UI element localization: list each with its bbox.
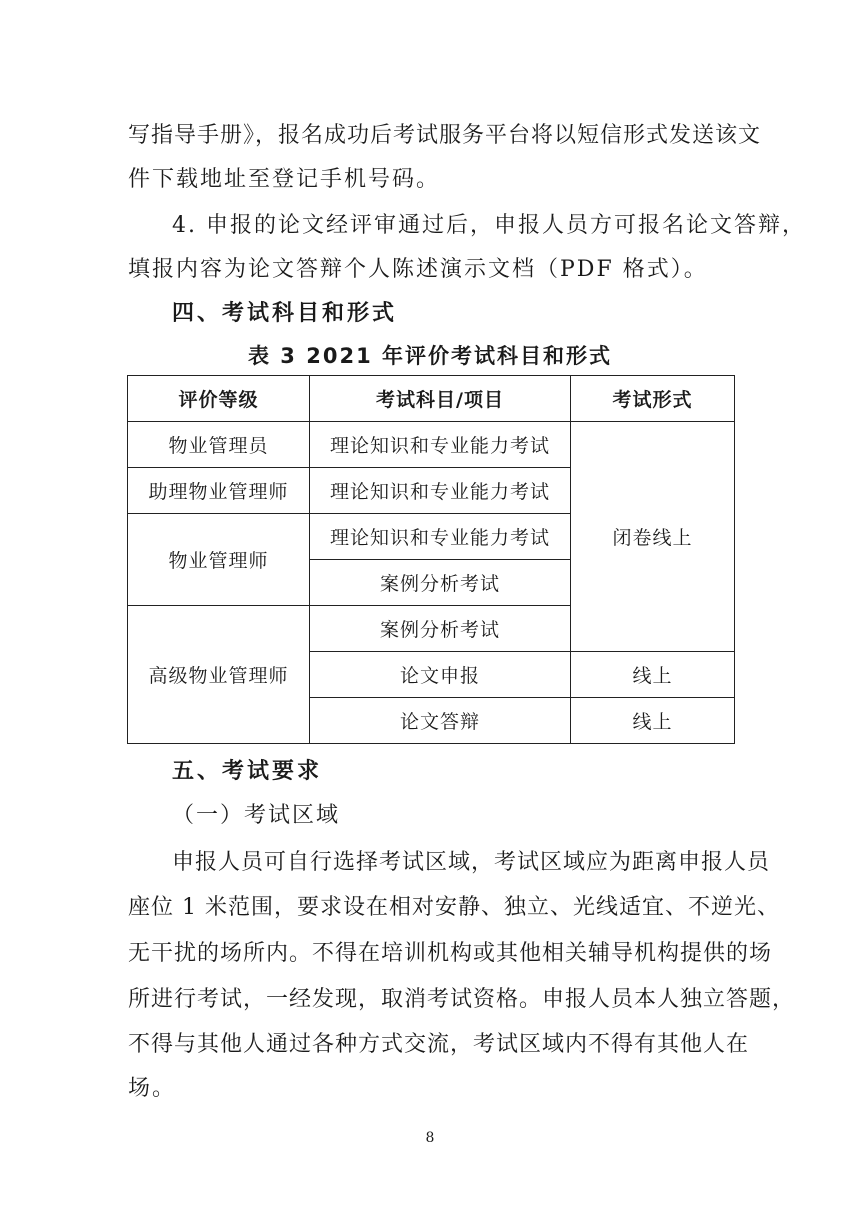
header-cell: 考试科目/项目 [310,376,571,422]
paragraph-line: 写指导手册》，报名成功后考试服务平台将以短信形式发送该文 [128,123,762,148]
subject-cell: 案例分析考试 [310,560,571,606]
subject-cell: 案例分析考试 [310,606,571,652]
subject-cell: 论文申报 [310,652,571,698]
section-heading: 五、考试要求 [172,759,323,784]
paragraph-line: 无干扰的场所内。不得在培训机构或其他相关辅导机构提供的场 [128,941,773,966]
subject-cell: 理论知识和专业能力考试 [310,468,571,514]
paragraph-line: 件下载地址至登记手机号码。 [128,167,441,192]
paragraph-line: 不得与其他人通过各种方式交流，考试区域内不得有其他人在 [128,1032,750,1057]
level-cell: 物业管理员 [128,422,310,468]
table-caption: 表 3 2021 年评价考试科目和形式 [248,344,612,368]
page-number: 8 [425,1130,435,1146]
exam-table [127,375,735,744]
paragraph-line: 4. 申报的论文经评审通过后，申报人员方可报名论文答辩， [172,213,806,238]
form-cell: 线上 [571,698,735,744]
table-row [128,422,735,468]
paragraph-line: 填报内容为论文答辩个人陈述演示文档（PDF 格式）。 [128,257,708,282]
level-cell: 高级物业管理师 [128,606,310,744]
header-cell: 考试形式 [571,376,735,422]
header-cell: 评价等级 [128,376,310,422]
form-cell: 闭卷线上 [571,422,735,652]
paragraph-line: 所进行考试，一经发现，取消考试资格。申报人员本人独立答题， [128,987,796,1012]
paragraph-line: 场。 [128,1076,177,1101]
level-cell: 物业管理师 [128,514,310,606]
level-cell: 助理物业管理师 [128,468,310,514]
table-header-row [128,376,735,422]
subject-cell: 理论知识和专业能力考试 [310,514,571,560]
section-heading: 四、考试科目和形式 [172,301,398,326]
subject-cell: 论文答辩 [310,698,571,744]
subject-cell: 理论知识和专业能力考试 [310,422,571,468]
form-cell: 线上 [571,652,735,698]
paragraph-line: 申报人员可自行选择考试区域，考试区域应为距离申报人员 [172,850,771,875]
subsection-heading: （一）考试区域 [172,803,341,828]
paragraph-line: 座位 1 米范围，要求设在相对安静、独立、光线适宜、不逆光、 [128,895,780,920]
